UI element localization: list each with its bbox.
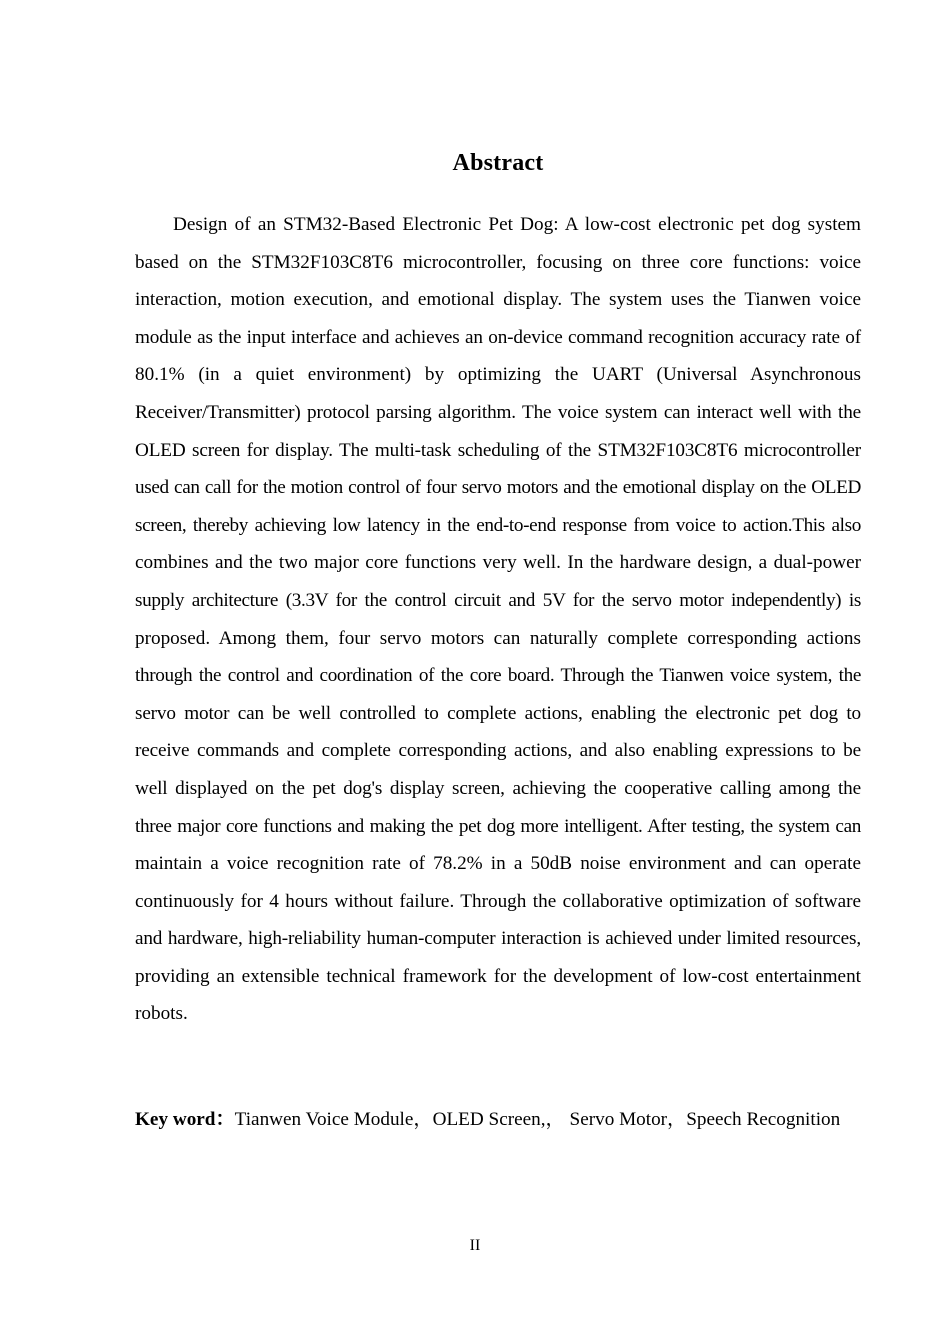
abstract-line: screen, thereby achieving low latency in the end-to-end response from voice to action.This also [135,514,861,536]
abstract-line: used can call for the motion control of four servo motors and the emotional display on the OLED [135,477,861,499]
abstract-line: three major core functions and making the pet dog more intelligent. After testing, the system can [135,815,861,837]
abstract-line: robots. [135,1003,188,1025]
keywords-label: Key word： [135,1109,235,1131]
abstract-line: based on the STM32F103C8T6 microcontroller, focusing on three core functions: voice [135,251,861,273]
abstract-line: maintain a voice recognition rate of 78.2% in a 50dB noise environment and can operate [135,853,861,875]
abstract-line: and hardware, high-reliability human-computer interaction is achieved under limited resources, [135,928,861,950]
abstract-line: through the control and coordination of the core board. Through the Tianwen voice system, the [135,665,861,687]
abstract-line: Design of an STM32-Based Electronic Pet Dog: A low-cost electronic pet dog system [173,214,861,235]
abstract-line: proposed. Among them, four servo motors can naturally complete corresponding actions [135,627,861,649]
abstract-line: Receiver/Transmitter) protocol parsing algorithm. The voice system can interact well with the [135,401,861,423]
page-content [135,0,861,1139]
abstract-line: providing an extensible technical framework for the development of low-cost entertainment [135,965,861,987]
abstract-line: combines and the two major core functions very well. In the hardware design, a dual-power [135,552,861,574]
abstract-line: continuously for 4 hours without failure. Through the collaborative optimization of software [135,890,861,912]
keywords-line [135,1033,861,1139]
keywords-values: Tianwen Voice Module，OLED Screen,， Servo Motor，Speech Recognition [234,1109,841,1131]
abstract-line: interaction, motion execution, and emotional display. The system uses the Tianwen voice [135,289,861,311]
abstract-line: 80.1% (in a quiet environment) by optimizing the UART (Universal Asynchronous [135,364,861,386]
abstract-line: OLED screen for display. The multi-task scheduling of the STM32F103C8T6 microcontroller [135,439,861,461]
abstract-line: module as the input interface and achieves an on-device command recognition accuracy rate of [135,326,861,348]
abstract-line: receive commands and complete corresponding actions, and also enabling expressions to be [135,740,861,762]
abstract-line: servo motor can be well controlled to complete actions, enabling the electronic pet dog to [135,702,861,724]
page-title: Abstract [452,150,544,176]
abstract-paragraph [135,178,861,1033]
page-number: II [469,1237,481,1254]
abstract-line: well displayed on the pet dog's display screen, achieving the cooperative calling among the [135,777,861,799]
abstract-line: supply architecture (3.3V for the control circuit and 5V for the servo motor independently) is [135,589,861,611]
